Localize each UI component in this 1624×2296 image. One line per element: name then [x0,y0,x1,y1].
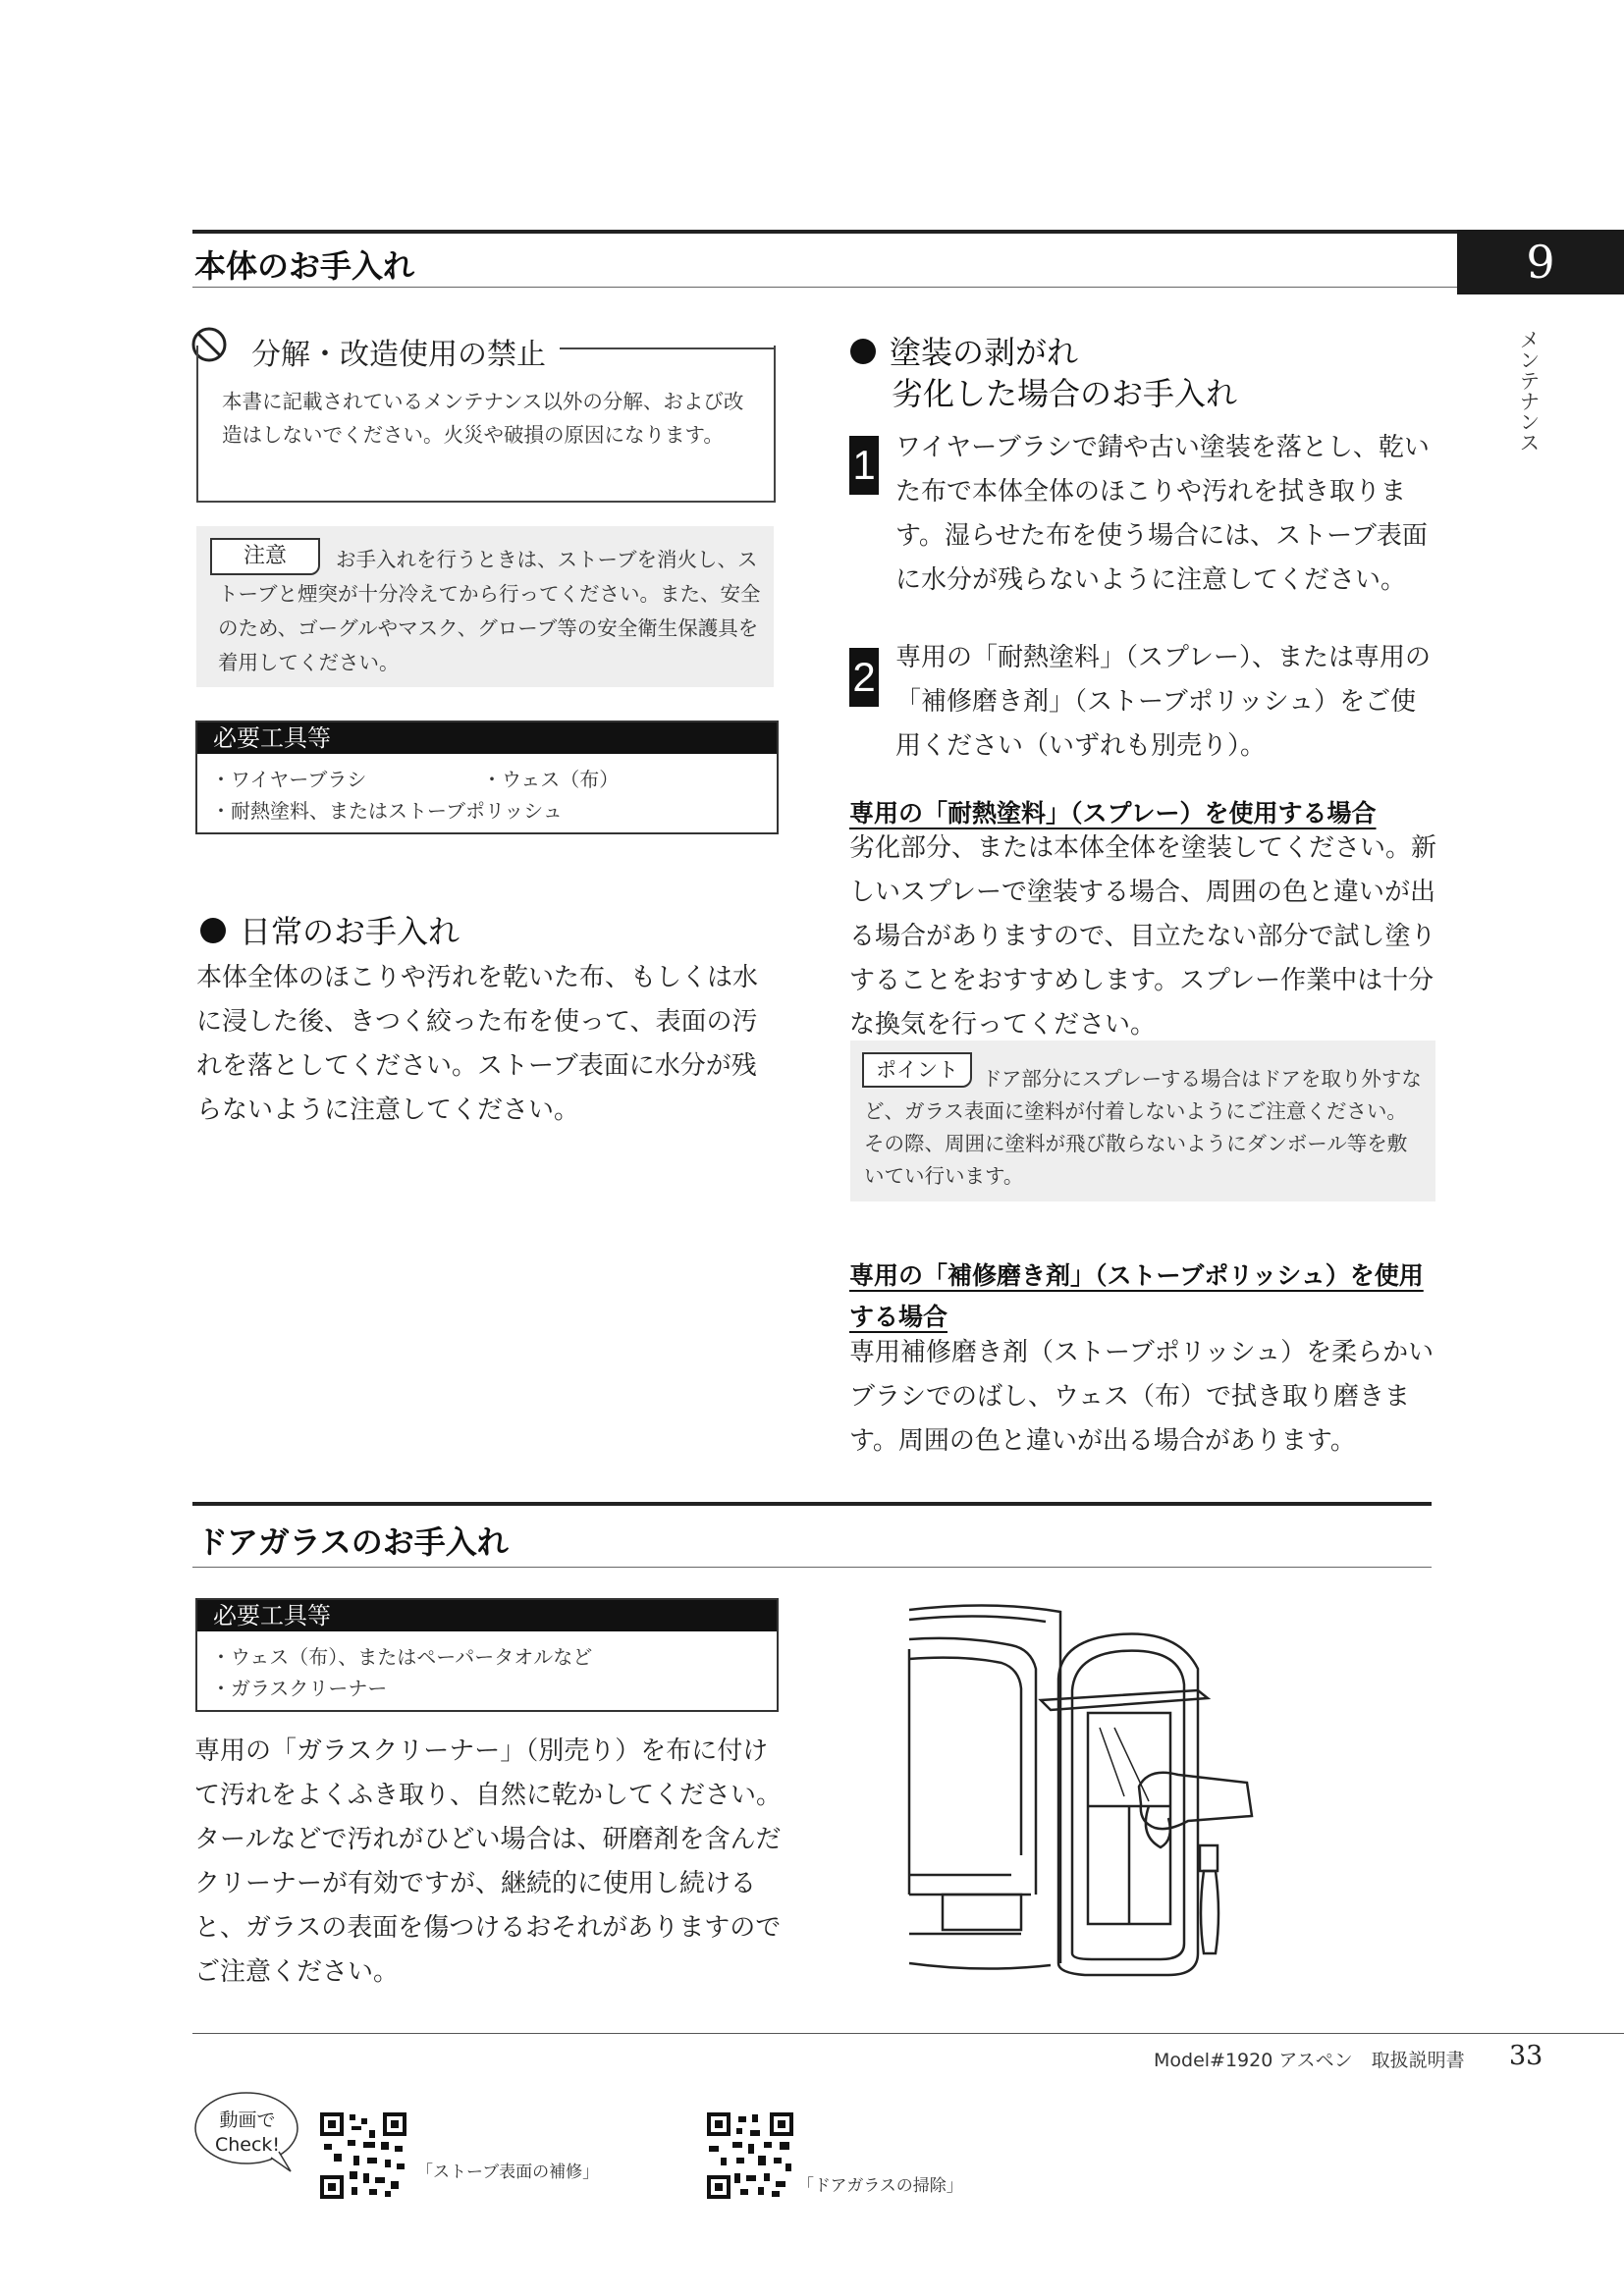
chapter-side-label: メンテナンス [1517,329,1541,453]
footer-rule [192,2033,1624,2034]
point-body: ドア部分にスプレーする場合はドアを取り外すなど、ガラス表面に塗料が付着しないようにご注意ください。その際、周囲に塗料が飛び散らないようにダンボール等を敷いてい行います。 [864,1067,1422,1188]
point-tag: ポイント [862,1052,972,1088]
glass-care-text: 専用の「ガラスクリーナー」（別売り）を布に付けて汚れをよくふき取り、自然に乾かしてください。タールなどで汚れがひどい場合は、研磨剤を含んだクリーナーが有効ですが、継続的に使用し続けると、ガラスの表面を傷つけるおそれがありますのでご注意ください。 [194,1736,783,1987]
tools-item: ・ガラスクリーナー [211,1677,388,1700]
bubble-line-2: Check! [214,2134,281,2156]
section-title: ドアガラスのお手入れ [196,1523,509,1561]
chapter-number: 9 [1457,230,1624,294]
tools-item: ・ウェス（布） [482,768,620,791]
step-2-text: 専用の「耐熱塗料」（スプレー）、または専用の「補修磨き剤」（ストーブポリッシュ）をご使用ください（いずれも別売り）。 [895,643,1431,761]
daily-care-title: 日常のお手入れ [240,913,460,950]
page-number: 33 [1509,2041,1543,2071]
coating-heading [850,328,1078,373]
bullet-dot [200,918,226,943]
section-heading-door-glass [192,1502,1432,1568]
coating-title-line1: 塗装の剥がれ [890,334,1079,371]
tools-item: ・耐熱塗料、またはストーブポリッシュ [211,799,563,823]
step-number-2: 2 [849,648,879,707]
tools-item: ・ウェス（布）、またはペーパータオルなど [211,1645,593,1669]
section-title: 本体のお手入れ [194,247,415,285]
coating-title-line2: 劣化した場合のお手入れ [892,375,1238,412]
prohibition-title: 分解・改造使用の禁止 [251,338,546,372]
daily-care-text: 本体全体のほこりや汚れを乾いた布、もしくは水に浸した後、きつく絞った布を使って、表面の汚れを落としてください。ストーブ表面に水分が残らないように注意してください。 [196,963,759,1125]
caution-text [218,543,764,680]
polish-text: 専用補修磨き剤（ストーブポリッシュ）を柔らかいブラシでのばし、ウェス（布）で拭き取り磨きます。周囲の色と違いが出る場合があります。 [849,1338,1435,1456]
polish-subheading-line2: する場合 [849,1303,948,1331]
bullet-dot [850,339,876,364]
tools-box-glass [195,1598,779,1712]
footer-model-name: Model#1920 アスペン 取扱説明書 [1154,2050,1465,2071]
daily-care-heading [200,907,460,952]
qr-code-icon[interactable] [707,2112,793,2199]
paint-text: 劣化部分、または本体全体を塗装してください。新しいスプレーで塗装する場合、周囲の色と違いが出る場合がありますので、目立たない部分で試し塗りすることをおすすめします。スプレー作業中は十分な換気を行ってください。 [849,833,1437,1040]
point-text [864,1063,1424,1193]
qr-code-icon[interactable] [320,2112,406,2199]
tools-item: ・ワイヤーブラシ [211,768,367,791]
step-number-1: 1 [849,436,879,495]
tools-title: 必要工具等 [197,722,777,754]
prohibition-text: 本書に記載されているメンテナンス以外の分解、および改造はしないでください。火災や破損の原因になります。 [222,390,744,447]
paint-subheading: 専用の「耐熱塗料」（スプレー）を使用する場合 [849,799,1377,828]
polish-subheading-line1: 専用の「補修磨き剤」（ストーブポリッシュ）を使用 [849,1261,1424,1290]
qr-label: 「ストーブ表面の補修」 [416,2163,600,2182]
tools-box-body [195,721,779,834]
tools-title: 必要工具等 [197,1600,777,1631]
caution-body: お手入れを行うときは、ストーブを消火し、ストーブと煙突が十分冷えてから行ってください。また、安全のため、ゴーグルやマスク、グローブ等の安全衛生保護具を着用してください。 [218,548,761,674]
section-heading-body-care [192,230,1457,288]
door-cleaning-illustration [903,1600,1267,1983]
step-1-text: ワイヤーブラシで錆や古い塗装を落とし、乾いた布で本体全体のほこりや汚れを拭き取ります。湿らせた布を使う場合には、ストーブ表面に水分が残らないように注意してください。 [895,433,1430,595]
bubble-line-1: 動画で [219,2109,276,2131]
caution-tag: 注意 [210,538,320,575]
qr-label: 「ドアガラスの掃除」 [797,2176,963,2196]
bubble-text [202,2109,293,2158]
